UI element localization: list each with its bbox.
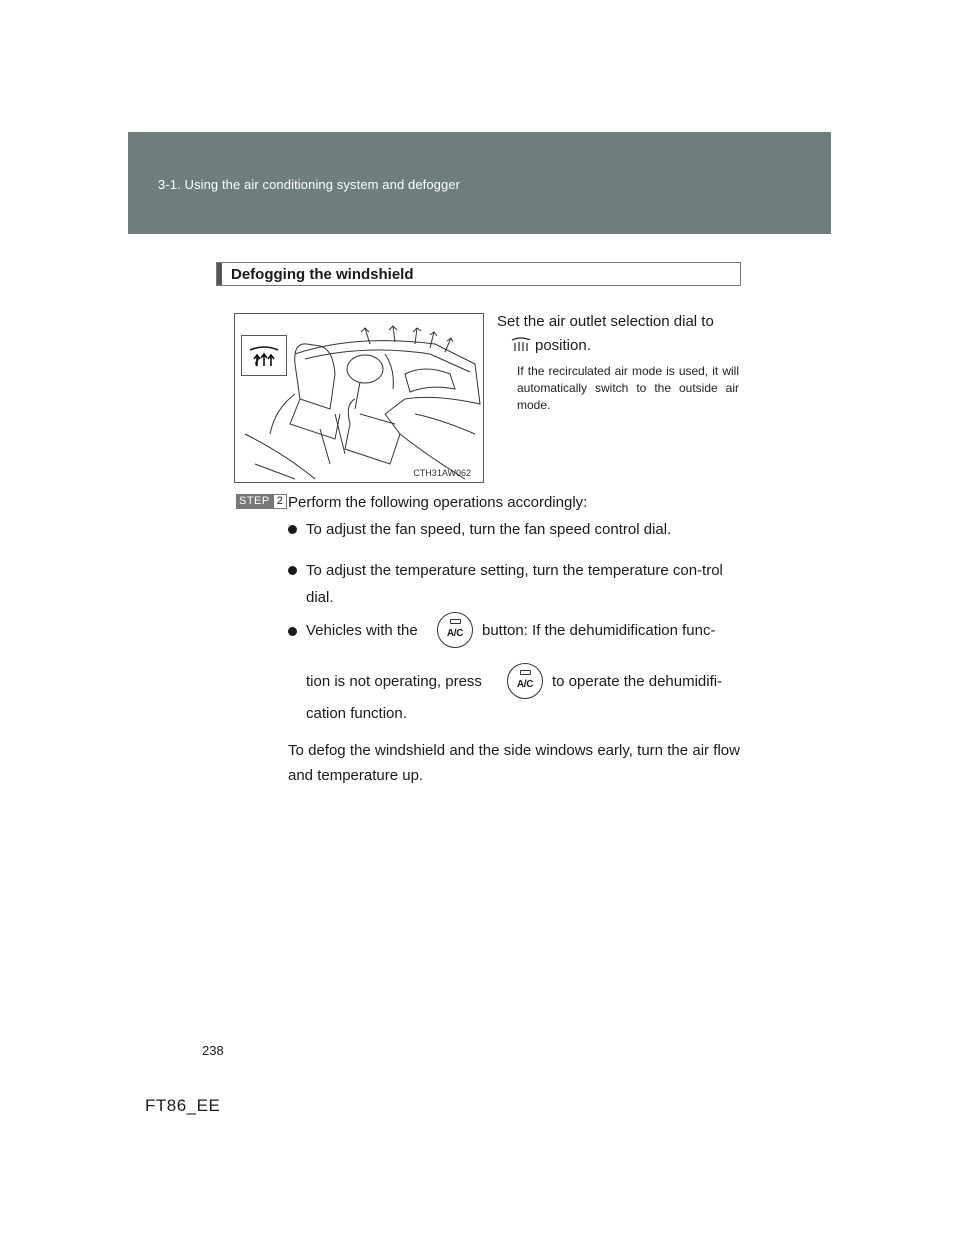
figure-code: CTH31AW062 (413, 468, 471, 478)
step-1-instruction (497, 310, 740, 358)
ac-indicator (520, 670, 531, 675)
document-code: FT86_EE (145, 1096, 221, 1115)
ac-bullet-text-4: to operate the dehumidifi- (552, 673, 723, 690)
step-number: 2 (273, 494, 287, 509)
header-band (128, 132, 831, 234)
step-1-note: If the recirculated air mode is used, it will automatically switch to the outside air mode. (517, 364, 739, 412)
ac-bullet-text-3: tion is not operating, press (306, 673, 482, 690)
step-2-badge (236, 494, 287, 509)
bullet-dot (288, 627, 297, 636)
step-1-instruction-line1: Set the air outlet selection dial to (497, 313, 714, 330)
bullet-fan-speed (288, 516, 748, 543)
bullet-ac (288, 618, 308, 645)
bullet-temperature (288, 557, 748, 611)
step-2-instruction: Perform the following operations accordingly: (288, 494, 588, 511)
ac-button-icon (437, 612, 473, 648)
ac-bullet-text-5: cation function. (306, 705, 407, 722)
cabin-illustration (234, 313, 484, 483)
final-paragraph: To defog the windshield and the side windows early, turn the air flow and temperature up. (288, 742, 740, 784)
bullet-dot (288, 525, 297, 534)
step-1-instruction-line2: position. (535, 337, 591, 354)
ac-button-label: A/C (446, 628, 464, 639)
breadcrumb: 3-1. Using the air conditioning system and defogger (158, 177, 461, 192)
section-title: Defogging the windshield (231, 266, 414, 283)
windshield-defroster-icon-box (241, 335, 287, 376)
section-title-box (216, 262, 741, 286)
page-number: 238 (202, 1043, 224, 1058)
bullet-dot (288, 566, 297, 575)
ac-button-icon (507, 663, 543, 699)
bullet-text: To adjust the fan speed, turn the fan speed control dial. (306, 521, 672, 538)
section-title-marker (217, 263, 222, 285)
ac-bullet-text-1: Vehicles with the (306, 622, 418, 639)
step-label: STEP (236, 494, 273, 509)
windshield-defroster-inline-icon (511, 336, 531, 352)
ac-bullet-text-2: button: If the dehumidification func- (482, 622, 716, 639)
bullet-text: To adjust the temperature setting, turn the temperature con-trol dial. (306, 562, 723, 606)
ac-indicator (450, 619, 461, 624)
windshield-defroster-icon (242, 336, 286, 375)
ac-button-label: A/C (516, 679, 534, 690)
